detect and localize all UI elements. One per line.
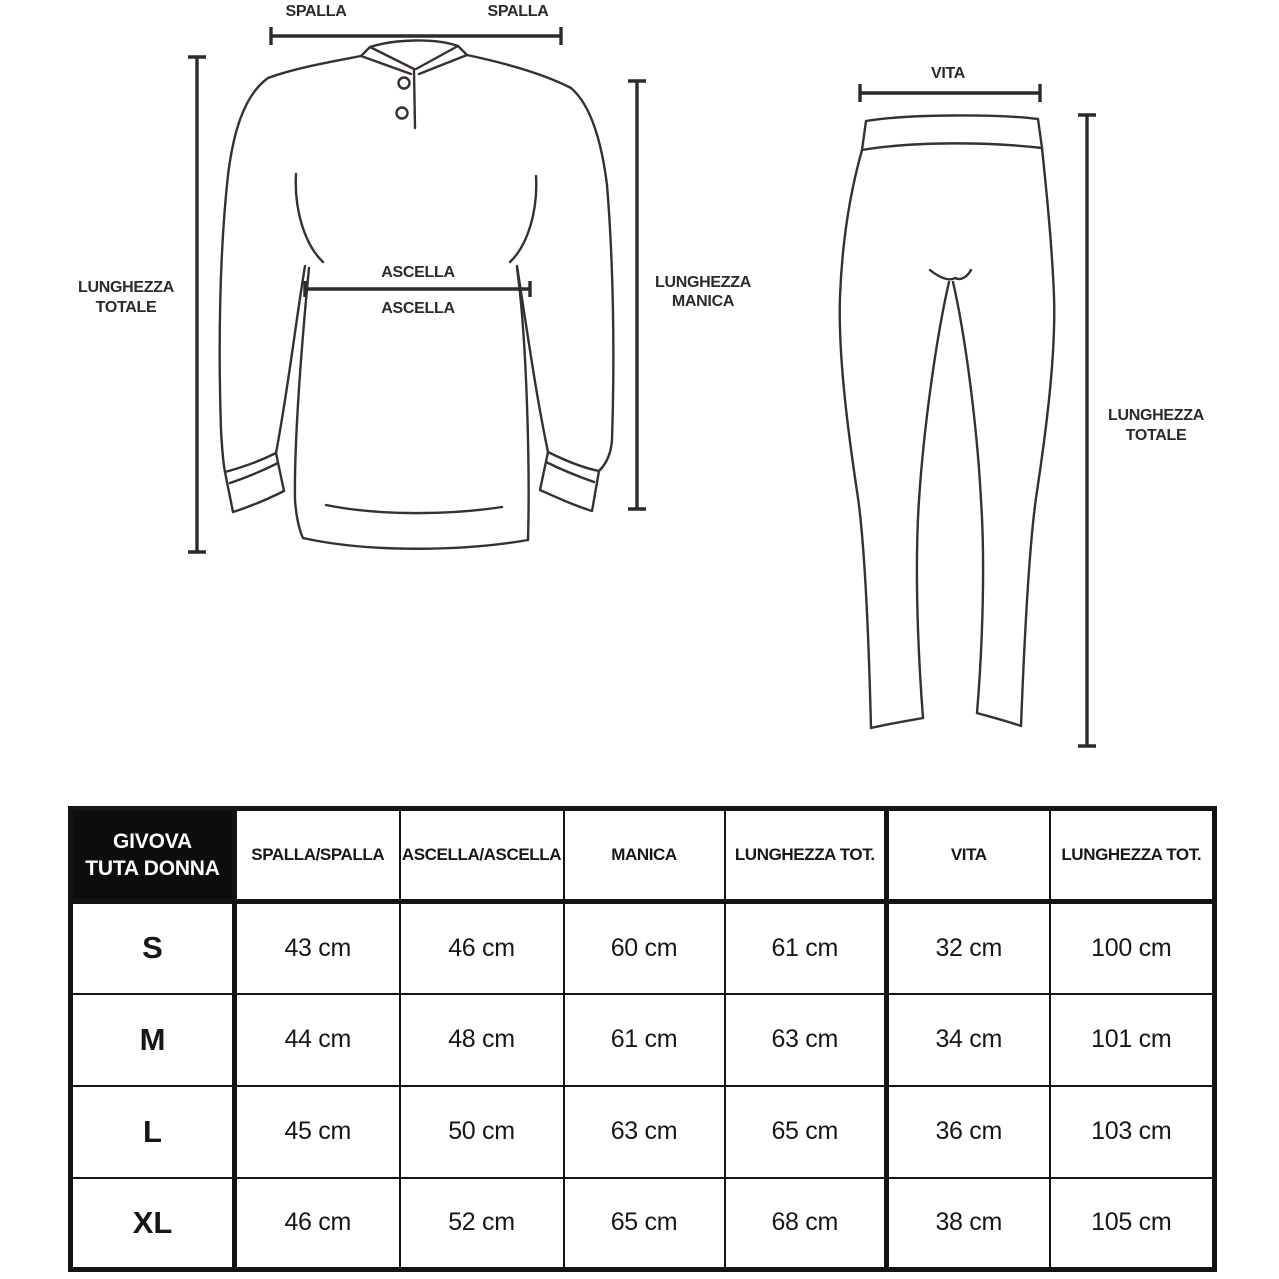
pants-crotch xyxy=(930,270,971,279)
shirt-shoulder-right xyxy=(467,55,571,88)
shirt-bust-seam-left xyxy=(296,174,323,262)
shirt-total-length-label-line2: TOTALE xyxy=(95,299,157,316)
shirt-sleeve-right-outer xyxy=(571,88,613,471)
pants-total-length-label-line2: TOTALE xyxy=(1125,427,1187,444)
shirt-placket xyxy=(414,70,415,128)
shirt-bust-seam-right xyxy=(510,176,536,262)
cell-value: 43 cm xyxy=(235,902,400,994)
pants-leg-right-outer xyxy=(1021,148,1054,726)
table-row-xl xyxy=(71,1178,1215,1270)
brand-line2: TUTA DONNA xyxy=(85,857,220,880)
cell-value: 105 cm xyxy=(1050,1178,1215,1270)
cell-value: 63 cm xyxy=(564,1086,725,1178)
column-header-lunghezza-tot-pants: LUNGHEZZA TOT. xyxy=(1050,809,1215,902)
cell-value: 46 cm xyxy=(235,1178,400,1270)
shirt-hem xyxy=(303,538,528,549)
vita-label: VITA xyxy=(930,65,966,82)
ascella-measure-line xyxy=(305,281,530,297)
shirt-sleeve-right-inner xyxy=(517,266,548,452)
cell-value: 38 cm xyxy=(887,1178,1050,1270)
column-header-manica: MANICA xyxy=(564,809,725,902)
cell-value: 65 cm xyxy=(564,1178,725,1270)
pants-leg-left-outer xyxy=(840,150,871,728)
cell-value: 61 cm xyxy=(564,994,725,1086)
cell-value: 44 cm xyxy=(235,994,400,1086)
shirt-cuff-left xyxy=(225,453,284,512)
measurement-lines xyxy=(188,27,1096,746)
shirt-collar-left xyxy=(361,47,414,74)
cell-value: 52 cm xyxy=(400,1178,564,1270)
size-label: S xyxy=(71,902,235,994)
size-label: XL xyxy=(71,1178,235,1270)
table-row-s xyxy=(71,902,1215,994)
cell-value: 48 cm xyxy=(400,994,564,1086)
cell-value: 101 cm xyxy=(1050,994,1215,1086)
shirt-shoulder-left xyxy=(268,56,361,78)
shirt-button-top xyxy=(399,78,410,89)
spalla-left-label: SPALLA xyxy=(285,3,347,20)
shirt-cuff-right xyxy=(540,452,599,511)
sleeve-length-label-line1: LUNGHEZZA xyxy=(655,274,751,291)
cell-value: 61 cm xyxy=(725,902,887,994)
column-header-spalla: SPALLA/SPALLA xyxy=(235,809,400,902)
pants-hem-right xyxy=(977,713,1021,726)
cell-value: 103 cm xyxy=(1050,1086,1215,1178)
cell-value: 46 cm xyxy=(400,902,564,994)
cell-value: 50 cm xyxy=(400,1086,564,1178)
pants-hem-left xyxy=(871,718,923,728)
cell-value: 34 cm xyxy=(887,994,1050,1086)
pants-total-measure-line xyxy=(1078,115,1096,746)
shoulder-measure-line xyxy=(271,27,561,45)
ascella-top-label: ASCELLA xyxy=(381,264,455,281)
shirt-button-bottom xyxy=(397,108,408,119)
shirt-drawing xyxy=(220,40,614,548)
cell-value: 100 cm xyxy=(1050,902,1215,994)
column-header-lunghezza-tot-top: LUNGHEZZA TOT. xyxy=(725,809,887,902)
cell-value: 63 cm xyxy=(725,994,887,1086)
sleeve-measure-line xyxy=(628,81,646,509)
header-row xyxy=(71,809,1215,902)
pants-waistband xyxy=(862,115,1042,150)
size-label: M xyxy=(71,994,235,1086)
brand-line1: GIVOVA xyxy=(113,829,192,853)
table-row-m xyxy=(71,994,1215,1086)
vita-measure-line xyxy=(860,84,1040,102)
shirt-hem-band-line xyxy=(326,505,502,513)
shirt-total-measure-line xyxy=(188,57,206,552)
sleeve-length-label-line2: MANICA xyxy=(671,293,735,310)
cell-value: 45 cm xyxy=(235,1086,400,1178)
cell-value: 60 cm xyxy=(564,902,725,994)
pants-drawing xyxy=(840,115,1055,728)
pants-total-length-label-line1: LUNGHEZZA xyxy=(1108,407,1204,424)
brand-header-cell xyxy=(71,809,235,902)
size-table xyxy=(68,806,1217,1272)
size-label: L xyxy=(71,1086,235,1178)
ascella-bottom-label: ASCELLA xyxy=(381,300,455,317)
column-header-ascella: ASCELLA/ASCELLA xyxy=(400,809,564,902)
shirt-back-neck xyxy=(370,40,458,47)
cell-value: 32 cm xyxy=(887,902,1050,994)
shirt-body-left xyxy=(295,268,309,538)
column-header-vita: VITA xyxy=(887,809,1050,902)
pants-leg-left-inner xyxy=(917,282,949,718)
shirt-collar-right xyxy=(416,46,467,74)
shirt-sleeve-left-outer xyxy=(220,78,268,472)
cell-value: 68 cm xyxy=(725,1178,887,1270)
table-row-l xyxy=(71,1086,1215,1178)
cell-value: 36 cm xyxy=(887,1086,1050,1178)
shirt-total-length-label-line1: LUNGHEZZA xyxy=(78,279,174,296)
pants-leg-right-inner xyxy=(953,282,983,713)
diagram-labels xyxy=(78,3,1205,444)
cell-value: 65 cm xyxy=(725,1086,887,1178)
spalla-right-label: SPALLA xyxy=(487,3,549,20)
